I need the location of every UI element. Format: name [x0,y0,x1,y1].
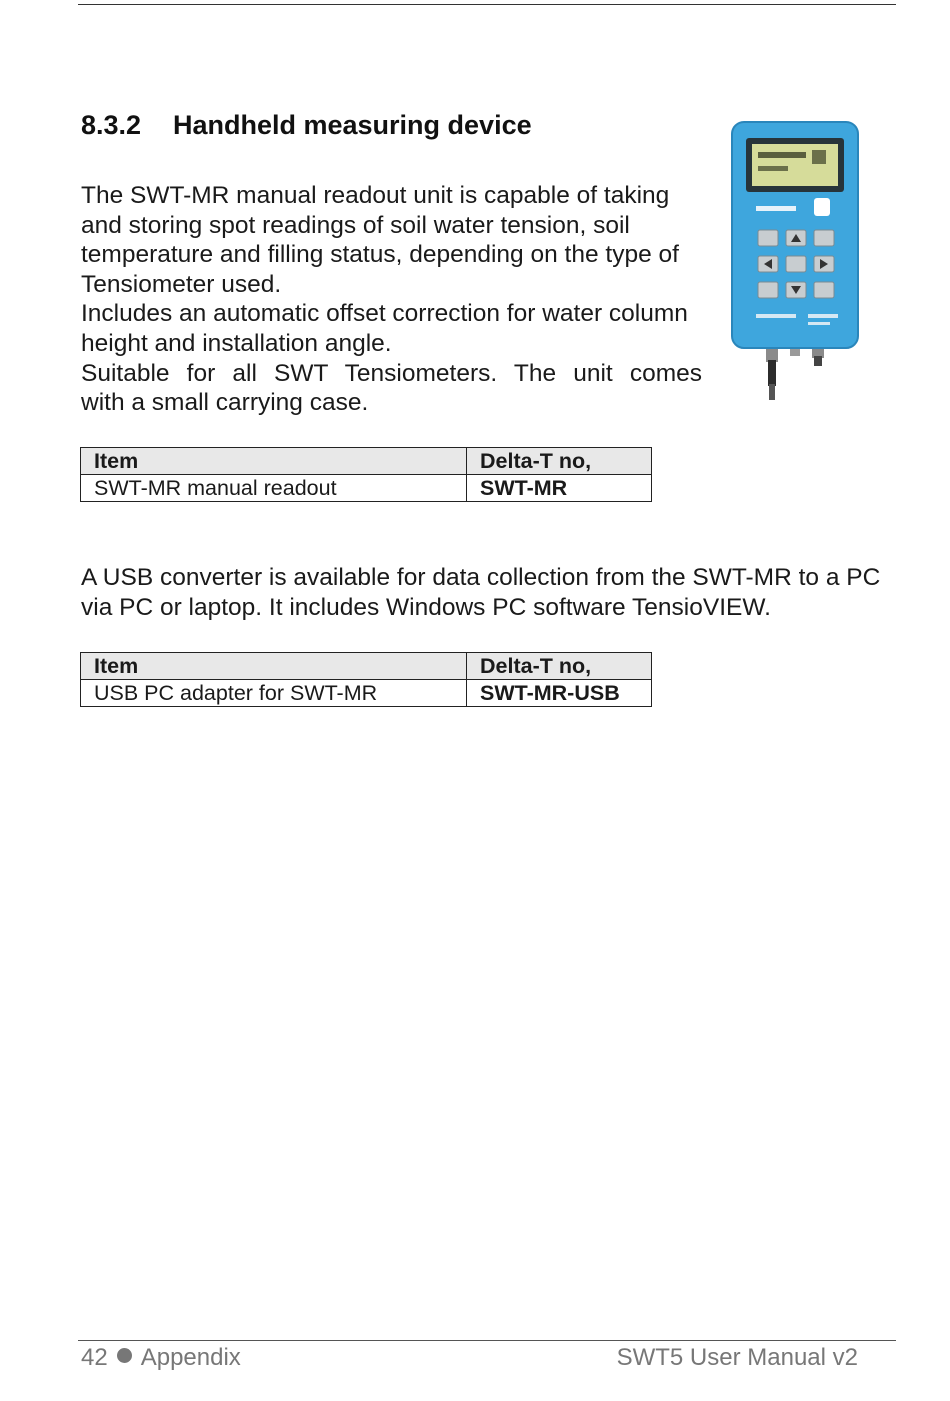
parts-table-readout [80,447,652,502]
column-header-delta-t-no: Delta-T no, [467,448,652,475]
bullet-icon [117,1348,132,1363]
intro-paragraph-3-line-2: with a small carrying case. [81,389,369,417]
page-number: 42 [81,1344,108,1371]
column-header-item: Item [81,653,467,680]
footer-rule [78,1340,896,1341]
handheld-readout-device-icon [722,118,872,410]
usb-converter-text [81,563,901,622]
intro-paragraph-2: Includes an automatic offset correction for water column height and installation angle. [81,300,688,357]
section-number: 8.3.2 [81,110,142,140]
parts-table-usb [80,652,652,707]
table-header-row [81,448,652,475]
code-cell: SWT-MR [467,475,652,502]
code-cell: SWT-MR-USB [467,680,652,707]
item-cell: SWT-MR manual readout [81,475,467,502]
intro-text [81,181,702,418]
section-title: Handheld measuring device [173,110,532,140]
column-header-delta-t-no: Delta-T no, [467,653,652,680]
footer-manual-title: SWT5 User Manual v2 [616,1344,858,1371]
column-header-item: Item [81,448,467,475]
footer-page-info [81,1344,241,1372]
item-cell: USB PC adapter for SWT-MR [81,680,467,707]
table-row [81,680,652,707]
table-row [81,475,652,502]
usb-paragraph: A USB converter is available for data collection from the SWT-MR to a PC via PC or laptop. It includes Windows PC software TensioVIEW. [81,564,881,621]
footer-section: Appendix [140,1344,241,1371]
top-rule [78,4,896,5]
section-heading [81,110,532,141]
table-header-row [81,653,652,680]
intro-paragraph-3-line-1: Suitable for all SWT Tensiometers. The unit comes [81,359,702,387]
intro-paragraph-1: The SWT-MR manual readout unit is capable of taking and storing spot readings of soil water tension, soil temperature and filling status, depending on the type of Tensiometer used. [81,182,679,298]
